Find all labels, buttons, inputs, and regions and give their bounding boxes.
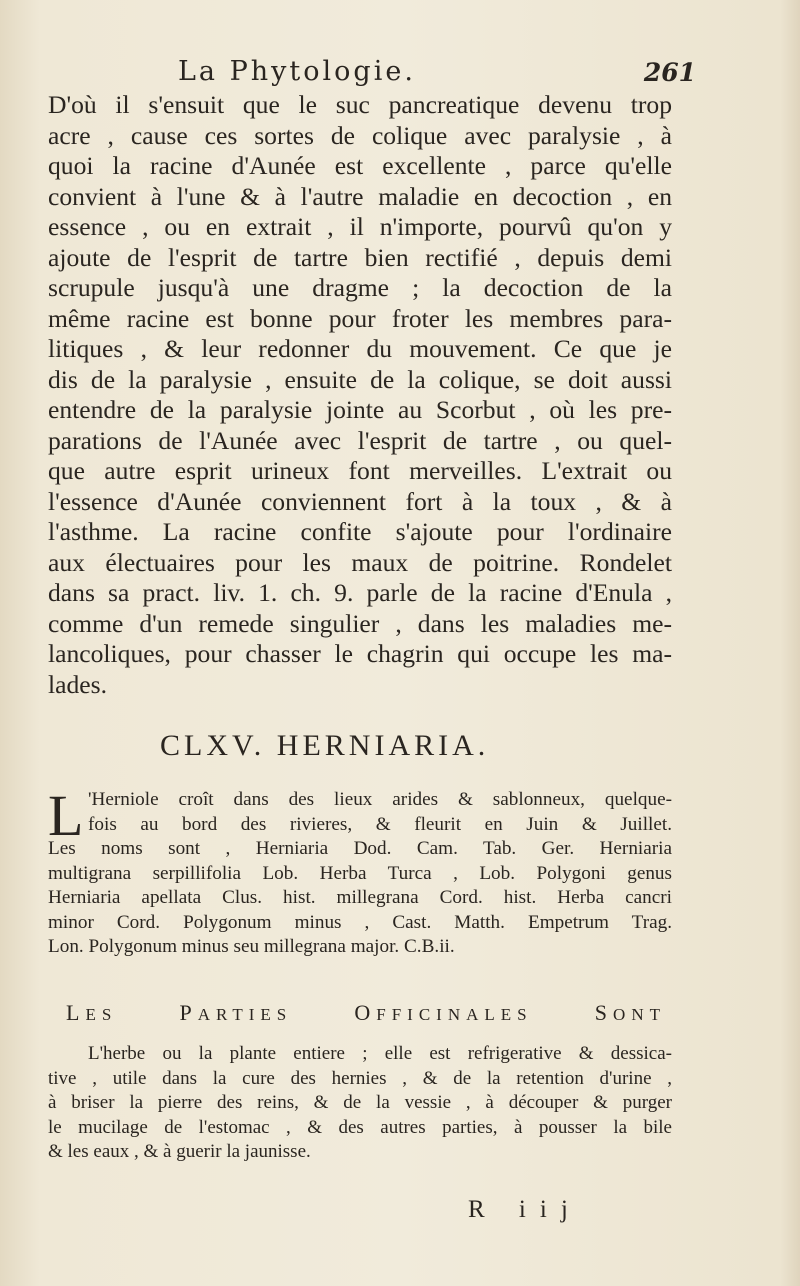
running-title: La Phytologie.	[178, 56, 416, 87]
text-line: que autre esprit urineux font merveilles. L'extrait ou	[48, 456, 672, 485]
text-line: Lon. Polygonum minus seu millegrana major. C.B.ii.	[48, 936, 455, 957]
text-line: Les noms sont , Herniaria Dod. Cam. Tab. Ger. Herniaria	[48, 838, 672, 859]
section-heading: CLXV. HERNIARIA.	[160, 729, 490, 762]
text-line: acre , cause ces sortes de colique avec paralysie , à	[48, 120, 672, 150]
text-line: minor Cord. Polygonum minus , Cast. Matth. Empetrum Trag.	[48, 911, 672, 933]
text-line: ajoute de l'esprit de tartre bien rectifié , depuis demi	[48, 242, 672, 272]
text-line: Herniaria apellata Clus. hist. millegrana Cord. hist. Herba cancri	[48, 887, 672, 908]
text-line: 'Herniole croît dans des lieux arides & sablonneux, quelque-	[88, 789, 672, 810]
text-line: dans sa pract. liv. 1. ch. 9. parle de la racine d'Enula ,	[48, 578, 672, 607]
text-line: tive , utile dans la cure des hernies , & de la retention d'urine ,	[48, 1067, 672, 1089]
text-line: lancoliques, pour chasser le chagrin qui occupe les ma-	[48, 639, 672, 668]
text-line: convient à l'une & à l'autre maladie en decoction , en	[48, 181, 672, 211]
text-line: même racine est bonne pour froter les membres para-	[48, 303, 672, 333]
page-number: 261	[643, 58, 696, 87]
heading-word: PARTIES	[179, 1000, 293, 1025]
text-line: dis de la paralysie , ensuite de la colique, se doit aussi	[48, 364, 672, 394]
text-line: litiques , & leur redonner du mouvement. Ce que je	[48, 334, 672, 363]
catchword: R iij	[468, 1196, 582, 1223]
text-line: L'herbe ou la plante entiere ; elle est refrigerative & dessica-	[88, 1043, 672, 1064]
text-line: entendre de la paralysie jointe au Scorbut , où les pre-	[48, 395, 672, 424]
text-line: le mucilage de l'estomac , & des autres parties, à pousser la bile	[48, 1116, 672, 1138]
herniaria-description	[48, 783, 672, 960]
officinales-paragraph	[48, 1042, 672, 1165]
text-line: l'essence d'Aunée conviennent fort à la toux , & à	[48, 486, 672, 516]
herniaria-lines	[48, 783, 672, 960]
text-line: quoi la racine d'Aunée est excellente , parce qu'elle	[48, 151, 672, 180]
text-line: comme d'un remede singulier , dans les maladies me-	[48, 608, 672, 638]
heading-word: OFFICINALES	[354, 1000, 533, 1025]
text-line: à briser la pierre des reins, & de la vessie , à découper & purger	[48, 1092, 672, 1113]
text-line: & les eaux , & à guerir la jaunisse.	[48, 1141, 311, 1162]
text-line: fois au bord des rivieres, & fleurit en Juin & Juillet.	[88, 813, 672, 835]
heading-word: SONT	[594, 1000, 666, 1025]
text-line: scrupule jusqu'à une dragme ; la decoction de la	[48, 273, 672, 302]
text-line: essence , ou en extrait , il n'importe, pourvû qu'on y	[48, 212, 672, 241]
text-line: l'asthme. La racine confite s'ajoute pour l'ordinaire	[48, 517, 672, 546]
text-line: D'où il s'ensuit que le suc pancreatique devenu trop	[48, 90, 672, 119]
officinales-heading	[66, 1000, 666, 1026]
text-line: aux électuaires pour les maux de poitrine. Rondelet	[48, 547, 672, 577]
heading-word: LES	[66, 1000, 118, 1025]
main-paragraph	[48, 90, 672, 700]
text-line: lades.	[48, 669, 107, 699]
drop-cap: L	[48, 783, 84, 848]
text-line: parations de l'Aunée avec l'esprit de tartre , ou quel-	[48, 425, 672, 455]
text-line: multigrana serpillifolia Lob. Herba Turca , Lob. Polygoni genus	[48, 862, 672, 884]
